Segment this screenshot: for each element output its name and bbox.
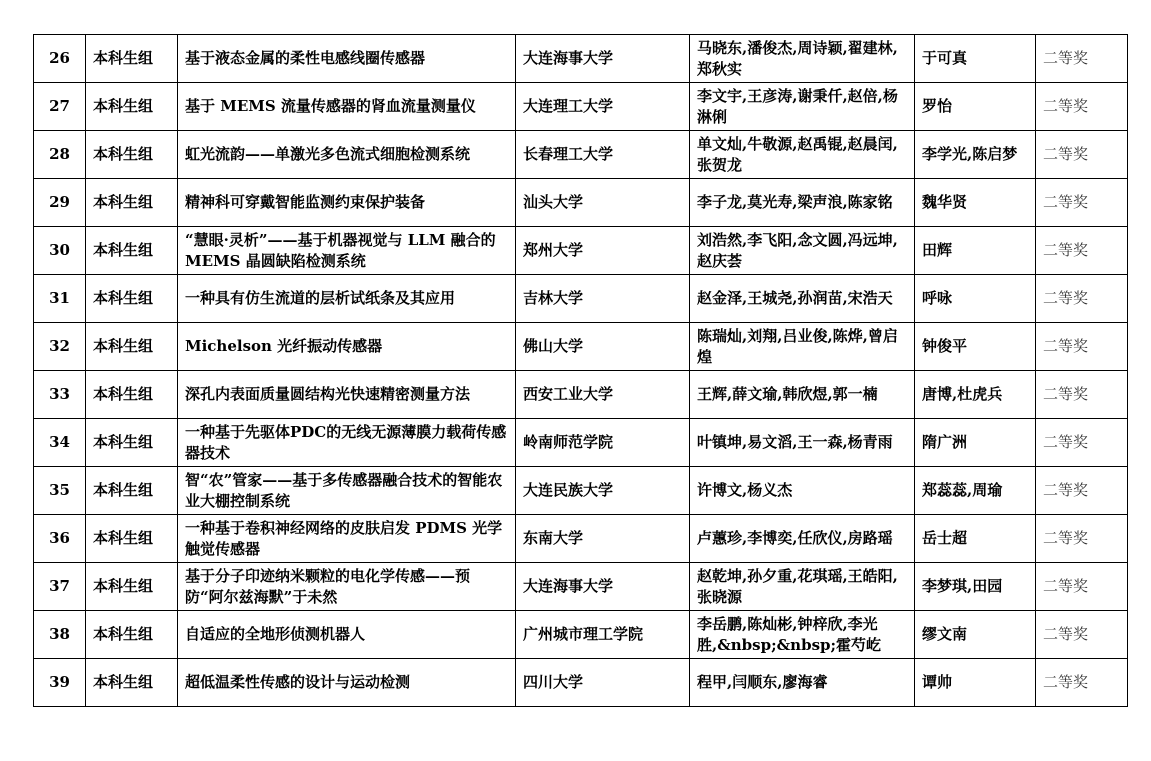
advisor-cell: 缪文南 xyxy=(915,611,1036,659)
awards-table xyxy=(33,34,1128,707)
row-number: 32 xyxy=(34,323,86,371)
award-cell: 二等奖 xyxy=(1036,467,1128,515)
project-title-cell: 智“农”管家——基于多传感器融合技术的智能农业大棚控制系统 xyxy=(178,467,516,515)
project-title-cell: 基于液态金属的柔性电感线圈传感器 xyxy=(178,35,516,83)
project-title-cell: 基于分子印迹纳米颗粒的电化学传感——预防“阿尔兹海默”于未然 xyxy=(178,563,516,611)
group-cell: 本科生组 xyxy=(86,563,178,611)
row-number: 38 xyxy=(34,611,86,659)
table-row xyxy=(34,227,1128,275)
award-cell: 二等奖 xyxy=(1036,227,1128,275)
row-number: 37 xyxy=(34,563,86,611)
table-row xyxy=(34,611,1128,659)
authors-cell: 李文宇,王彦涛,谢秉仟,赵倍,杨淋俐 xyxy=(690,83,915,131)
school-cell: 吉林大学 xyxy=(516,275,690,323)
school-cell: 大连理工大学 xyxy=(516,83,690,131)
award-cell: 二等奖 xyxy=(1036,275,1128,323)
school-cell: 四川大学 xyxy=(516,659,690,707)
project-title-cell: 基于 MEMS 流量传感器的肾血流量测量仪 xyxy=(178,83,516,131)
advisor-cell: 谭帅 xyxy=(915,659,1036,707)
project-title-cell: 精神科可穿戴智能监测约束保护装备 xyxy=(178,179,516,227)
school-cell: 大连海事大学 xyxy=(516,563,690,611)
project-title-cell: 虹光流韵——单激光多色流式细胞检测系统 xyxy=(178,131,516,179)
advisor-cell: 李学光,陈启梦 xyxy=(915,131,1036,179)
table-row xyxy=(34,467,1128,515)
award-cell: 二等奖 xyxy=(1036,323,1128,371)
table-row xyxy=(34,275,1128,323)
award-cell: 二等奖 xyxy=(1036,371,1128,419)
advisor-cell: 田辉 xyxy=(915,227,1036,275)
project-title-cell: 一种基于卷积神经网络的皮肤启发 PDMS 光学触觉传感器 xyxy=(178,515,516,563)
row-number: 33 xyxy=(34,371,86,419)
advisor-cell: 郑蕊蕊,周瑜 xyxy=(915,467,1036,515)
school-cell: 西安工业大学 xyxy=(516,371,690,419)
group-cell: 本科生组 xyxy=(86,275,178,323)
row-number: 30 xyxy=(34,227,86,275)
award-cell: 二等奖 xyxy=(1036,35,1128,83)
school-cell: 长春理工大学 xyxy=(516,131,690,179)
row-number: 34 xyxy=(34,419,86,467)
award-cell: 二等奖 xyxy=(1036,515,1128,563)
award-cell: 二等奖 xyxy=(1036,659,1128,707)
group-cell: 本科生组 xyxy=(86,83,178,131)
table-row xyxy=(34,323,1128,371)
table-row xyxy=(34,659,1128,707)
advisor-cell: 罗怡 xyxy=(915,83,1036,131)
table-row xyxy=(34,131,1128,179)
advisor-cell: 钟俊平 xyxy=(915,323,1036,371)
authors-cell: 赵金泽,王城尧,孙润苗,宋浩天 xyxy=(690,275,915,323)
group-cell: 本科生组 xyxy=(86,35,178,83)
group-cell: 本科生组 xyxy=(86,371,178,419)
project-title-cell: 深孔内表面质量圆结构光快速精密测量方法 xyxy=(178,371,516,419)
school-cell: 汕头大学 xyxy=(516,179,690,227)
award-cell: 二等奖 xyxy=(1036,611,1128,659)
authors-cell: 程甲,闫顺东,廖海睿 xyxy=(690,659,915,707)
authors-cell: 陈瑞灿,刘翔,吕业俊,陈烨,曾启煌 xyxy=(690,323,915,371)
table-row xyxy=(34,515,1128,563)
table-row xyxy=(34,35,1128,83)
row-number: 36 xyxy=(34,515,86,563)
project-title-cell: 一种具有仿生流道的层析试纸条及其应用 xyxy=(178,275,516,323)
authors-cell: 许博文,杨义杰 xyxy=(690,467,915,515)
advisor-cell: 岳士超 xyxy=(915,515,1036,563)
award-cell: 二等奖 xyxy=(1036,131,1128,179)
table-row xyxy=(34,371,1128,419)
award-cell: 二等奖 xyxy=(1036,419,1128,467)
group-cell: 本科生组 xyxy=(86,323,178,371)
row-number: 26 xyxy=(34,35,86,83)
advisor-cell: 唐博,杜虎兵 xyxy=(915,371,1036,419)
row-number: 35 xyxy=(34,467,86,515)
row-number: 27 xyxy=(34,83,86,131)
table-row xyxy=(34,83,1128,131)
school-cell: 大连民族大学 xyxy=(516,467,690,515)
group-cell: 本科生组 xyxy=(86,179,178,227)
table-row xyxy=(34,179,1128,227)
authors-cell: 刘浩然,李飞阳,念文圆,冯远坤,赵庆荟 xyxy=(690,227,915,275)
row-number: 31 xyxy=(34,275,86,323)
advisor-cell: 魏华贤 xyxy=(915,179,1036,227)
advisor-cell: 呼咏 xyxy=(915,275,1036,323)
authors-cell: 马晓东,潘俊杰,周诗颖,翟建林,郑秋实 xyxy=(690,35,915,83)
awards-table-body xyxy=(34,35,1128,707)
authors-cell: 李岳鹏,陈灿彬,钟梓欣,李光胜,&nbsp;&nbsp;霍芍屹 xyxy=(690,611,915,659)
group-cell: 本科生组 xyxy=(86,131,178,179)
authors-cell: 王辉,薛文瑜,韩欣煜,郭一楠 xyxy=(690,371,915,419)
award-cell: 二等奖 xyxy=(1036,83,1128,131)
row-number: 39 xyxy=(34,659,86,707)
group-cell: 本科生组 xyxy=(86,659,178,707)
authors-cell: 叶镇坤,易文滔,王一森,杨青雨 xyxy=(690,419,915,467)
school-cell: 佛山大学 xyxy=(516,323,690,371)
advisor-cell: 李梦琪,田园 xyxy=(915,563,1036,611)
authors-cell: 卢蕙珍,李博奕,任欣仪,房路瑶 xyxy=(690,515,915,563)
award-cell: 二等奖 xyxy=(1036,179,1128,227)
table-row xyxy=(34,419,1128,467)
school-cell: 岭南师范学院 xyxy=(516,419,690,467)
project-title-cell: 一种基于先驱体PDC的无线无源薄膜力载荷传感器技术 xyxy=(178,419,516,467)
authors-cell: 李子龙,莫光寿,梁声浪,陈家铭 xyxy=(690,179,915,227)
group-cell: 本科生组 xyxy=(86,419,178,467)
school-cell: 郑州大学 xyxy=(516,227,690,275)
project-title-cell: 自适应的全地形侦测机器人 xyxy=(178,611,516,659)
project-title-cell: “慧眼·灵析”——基于机器视觉与 LLM 融合的 MEMS 晶圆缺陷检测系统 xyxy=(178,227,516,275)
project-title-cell: 超低温柔性传感的设计与运动检测 xyxy=(178,659,516,707)
school-cell: 大连海事大学 xyxy=(516,35,690,83)
group-cell: 本科生组 xyxy=(86,467,178,515)
advisor-cell: 于可真 xyxy=(915,35,1036,83)
table-row xyxy=(34,563,1128,611)
group-cell: 本科生组 xyxy=(86,227,178,275)
authors-cell: 赵乾坤,孙夕重,花琪瑶,王皓阳,张晓源 xyxy=(690,563,915,611)
group-cell: 本科生组 xyxy=(86,515,178,563)
school-cell: 广州城市理工学院 xyxy=(516,611,690,659)
award-cell: 二等奖 xyxy=(1036,563,1128,611)
advisor-cell: 隋广洲 xyxy=(915,419,1036,467)
row-number: 29 xyxy=(34,179,86,227)
group-cell: 本科生组 xyxy=(86,611,178,659)
row-number: 28 xyxy=(34,131,86,179)
authors-cell: 单文灿,牛敬源,赵禹锟,赵晨闰,张贺龙 xyxy=(690,131,915,179)
project-title-cell: Michelson 光纤振动传感器 xyxy=(178,323,516,371)
school-cell: 东南大学 xyxy=(516,515,690,563)
